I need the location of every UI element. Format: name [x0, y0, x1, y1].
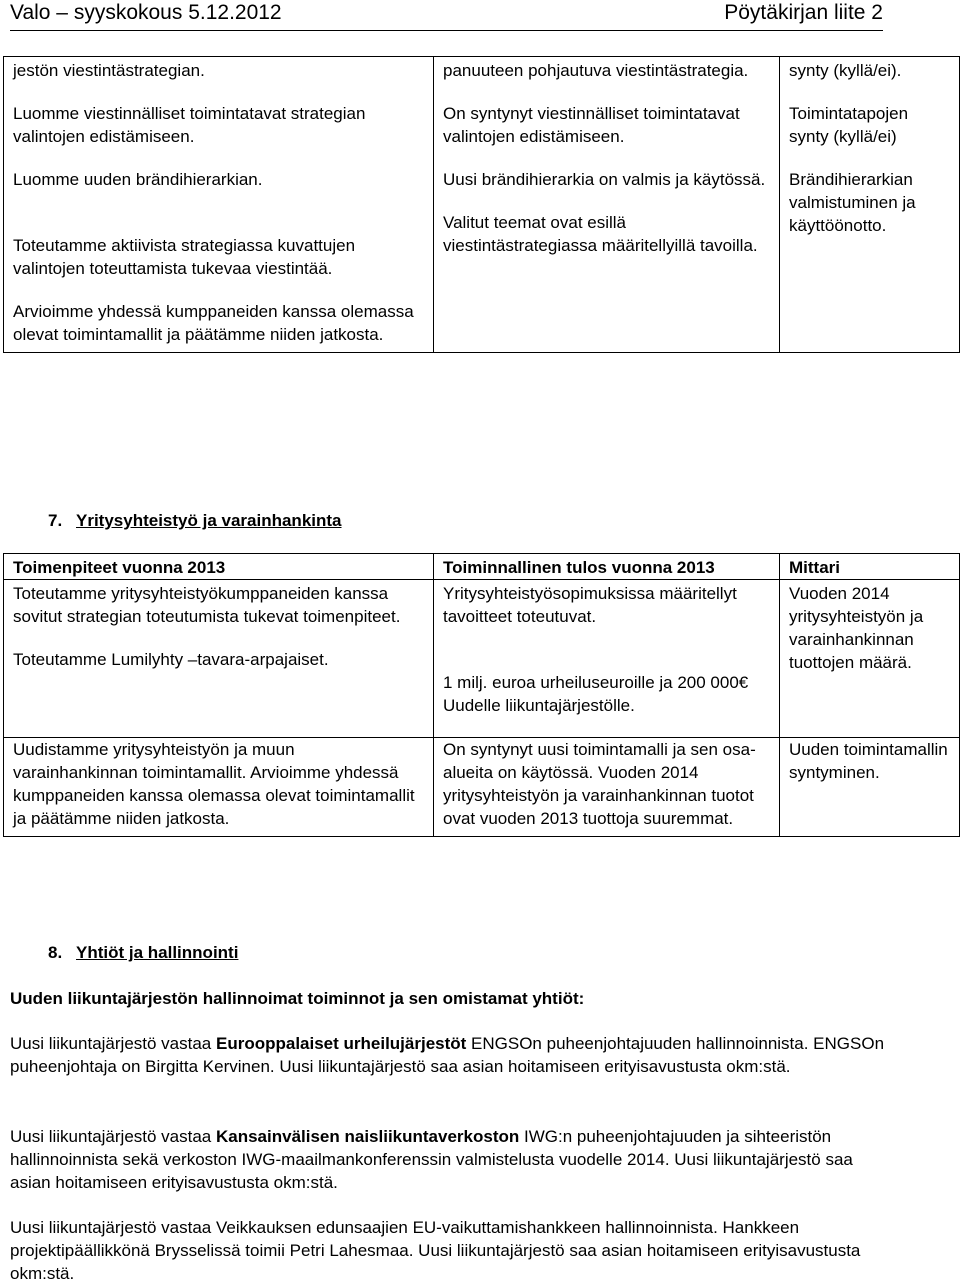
- organization-name: Eurooppalaiset urheilujärjestöt: [215, 1034, 467, 1053]
- paragraph-text: Uusi liikuntajärjestö vastaa: [10, 1034, 216, 1053]
- metrics-cell: [780, 57, 960, 353]
- cell-text: Vuoden 2014 yritysyhteistyön ja varainhankinnan tuottojen määrä.: [789, 584, 924, 672]
- cell-text: Uudistamme yritysyhteistyön ja muun varainhankinnan toimintamallit. Arvioimme yhdessä kumppaneiden kanssa olemassa olevat toimintamallit ja päätämme niiden jatkosta.: [13, 740, 415, 828]
- document-title: Valo – syyskokous 5.12.2012: [10, 1, 282, 24]
- page-header: [10, 0, 883, 30]
- cell-text: Toteutamme yritysyhteistyökumppaneiden kanssa sovitut strategian toteutumista tukevat toimenpiteet.: [13, 584, 401, 626]
- cell-text: Uusi brändihierarkia on valmis ja käytössä.: [443, 170, 766, 189]
- results-cell: [434, 580, 780, 738]
- metrics-cell: [780, 738, 960, 837]
- section-8-heading: [48, 941, 238, 964]
- subheading: Uuden liikuntajärjestön hallinnoimat toiminnot ja sen omistamat yhtiöt:: [10, 989, 585, 1008]
- header-rule: [10, 30, 883, 31]
- paragraph-iwg: [10, 1125, 890, 1194]
- section-number: 8.: [48, 943, 63, 962]
- column-header: Toimenpiteet vuonna 2013: [4, 554, 434, 580]
- table-header-row: [4, 554, 960, 580]
- cell-text: Toteutamme Lumilyhty –tavara-arpajaiset.: [13, 650, 329, 669]
- cell-text: Valitut teemat ovat esillä viestintästrategiassa määritellyillä tavoilla.: [443, 213, 758, 255]
- cell-text: jestön viestintästrategian.: [13, 61, 205, 80]
- cell-text: Uuden toimintamallin syntyminen.: [789, 740, 948, 782]
- cell-text: Luomme uuden brändihierarkian.: [13, 170, 263, 189]
- cell-text: Yritysyhteistyösopimuksissa määritellyt tavoitteet toteutuvat.: [443, 584, 737, 626]
- cell-text: Toimintatapojen synty (kyllä/ei): [789, 104, 909, 146]
- section-7-heading: [48, 509, 342, 532]
- strategy-table: [3, 56, 960, 353]
- fundraising-table: [3, 553, 960, 837]
- section-title: Yritysyhteistyö ja varainhankinta: [76, 511, 342, 530]
- paragraph-veikkaus: Uusi liikuntajärjestö vastaa Veikkauksen edunsaajien EU-vaikuttamishankkeen hallinnoinnista. Hankkeen projektipäällikkönä Brysselissä toimii Petri Lahesmaa. Uusi liikuntajärjestö saa asian hoitamiseen erityisavustusta okm:stä.: [10, 1218, 861, 1283]
- actions-cell: [4, 738, 434, 837]
- column-header: Toiminnallinen tulos vuonna 2013: [434, 554, 780, 580]
- appendix-label: Pöytäkirjan liite 2: [724, 1, 883, 24]
- paragraph-text: ENGSOn puheenjohtajuuden hallinnoinnista. ENGSOn puheenjohtaja on Birgitta Kervinen. Uusi liikuntajärjestö saa asian hoitamiseen erityisavustusta okm:stä.: [10, 1034, 885, 1076]
- table-row: [4, 580, 960, 738]
- cell-text: On syntynyt viestinnälliset toimintatavat valintojen edistämiseen.: [443, 104, 740, 146]
- cell-text: Arvioimme yhdessä kumppaneiden kanssa olemassa olevat toimintamallit ja päätämme niiden jatkosta.: [13, 302, 414, 344]
- cell-text: On syntynyt uusi toimintamalli ja sen osa-alueita on käytössä. Vuoden 2014 yritysyhteistyön ja varainhankinnan tuotot ovat vuoden 2013 tuottoja suuremmat.: [443, 740, 756, 828]
- cell-text: synty (kyllä/ei).: [789, 61, 902, 80]
- section-number: 7.: [48, 511, 63, 530]
- cell-text: 1 milj. euroa urheiluseuroille ja 200 000€ Uudelle liikuntajärjestölle.: [443, 673, 749, 715]
- actions-cell: [4, 57, 434, 353]
- column-header: Mittari: [780, 554, 960, 580]
- paragraph-text: Uusi liikuntajärjestö vastaa: [10, 1127, 216, 1146]
- paragraph-text: IWG:n puheenjohtajuuden ja sihteeristön hallinnoinnista sekä verkoston IWG-maailmankonferenssin valmistelusta vuodelle 2014. Uusi liikuntajärjestö saa asian hoitamiseen erityisavustusta okm:stä.: [10, 1127, 853, 1192]
- organization-name: Kansainvälisen naisliikuntaverkoston: [215, 1127, 520, 1146]
- paragraph-engso: [10, 1032, 890, 1078]
- metrics-cell: [780, 580, 960, 738]
- cell-text: panuuteen pohjautuva viestintästrategia.: [443, 61, 749, 80]
- results-cell: [434, 57, 780, 353]
- cell-text: Luomme viestinnälliset toimintatavat strategian valintojen edistämiseen.: [13, 104, 366, 146]
- cell-text: Brändihierarkian valmistuminen ja käyttöönotto.: [789, 170, 916, 235]
- table-row: [4, 738, 960, 837]
- results-cell: [434, 738, 780, 837]
- section-title: Yhtiöt ja hallinnointi: [76, 943, 239, 962]
- table-row: [4, 57, 960, 353]
- cell-text: Toteutamme aktiivista strategiassa kuvattujen valintojen toteuttamista tukevaa viestintää.: [13, 236, 356, 278]
- actions-cell: [4, 580, 434, 738]
